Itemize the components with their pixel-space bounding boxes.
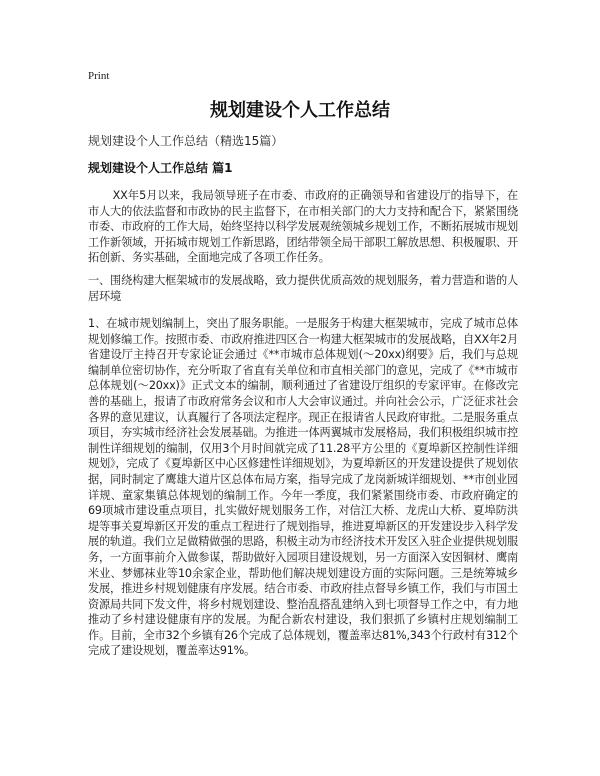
planning-compilation-paragraph: 1、在城市规划编制上，突出了服务职能。一是服务于构建大框架城市，完成了城市总体规划修编工作。按照市委、市政府推进四区合一构建大框架城市的发展战略，自XX年2月省建设厅主持召开专家论证会通过《**市城市总体规划(～20xx)纲要》后，我们与总规编制单位密切协作，充分听取了省直有关单位和市直相关部门的意见，完成了《**市城市总体规划(～20xx)》正式文本的编制，顺利通过了省建设厅组织的专家评审。在修改完善的基础上，报请了市政府常务会议和市人大会审议通过。并向社会公示，广泛征求社会各界的意见建议，认真履行了各项法定程序。现正在报请省人民政府审批。二是服务重点项目，夯实城市经济社会发展基础。为推进一体两翼城市发展格局，我们积极组织城市控制性详细规划的编制，仅用3个月时间就完成了11.28平方公里的《夏埠新区控制性详细规划》，完成了《夏埠新区中心区修建性详细规划》，为夏埠新区的开发建设提供了规划依据，同时制定了鹰雄大道片区总体布局方案，指导完成了龙岗新城详细规划、**市创业园详规、童家集镇总体规划的编制工作。今年一季度，我们紧紧围绕市委、市政府确定的69项城市建设重点项目，扎实做好规划服务工作，对信江大桥、龙虎山大桥、夏埠防洪堤等事关夏埠新区开发的重点工程进行了规划指导，推进夏埠新区的开发建设步入科学发展的轨道。我们立足做精做强的思路，积极主动为市经济技术开发区入驻企业提供规划服务，一方面事前介入做参谋，帮助做好入园项目建设规划，另一方面深入安因铜材、鹰南米业、梦娜袜业等10余家企业，帮助他们解决规划建设方面的实际问题。三是统筹城乡发展，推进乡村规划健康有序发展。结合市委、市政府挂点督导乡镇工作，我们与市国土资源局共同下发文件，将乡村规划建设、整治乱搭乱建纳入到七项督导工作之中，有力地推动了乡村建设健康有序的发展。为配合新农村建设，我们狠抓了乡镇村庄规划编制工作。目前，全市32个乡镇有26个完成了总体规划，覆盖率达81%,343个行政村有312个完成了建设规划，覆盖率达91%。 [88,317,518,658]
section-one-heading-paragraph: 一、围绕构建大框架城市的发展战略，致力提供优质高效的规划服务，着力营造和谐的人居环境 [88,274,518,303]
print-label[interactable]: Print [88,70,110,82]
document-title: 规划建设个人工作总结 [210,100,390,121]
intro-paragraph: XX年5月以来，我局领导班子在市委、市政府的正确领导和省建设厅的指导下，在市人大的依法监督和市政协的民主监督下，在市相关部门的大力支持和配合下，紧紧围绕市委、市政府的工作大局，始终坚持以科学发展观统领城乡规划工作，不断拓展城市规划工作新领域，开拓城市规划工作新思路，团结带领全局干部职工解放思想、积极履职、开拓创新、务实基础，全面地完成了各项工作任务。 [88,189,518,265]
section-heading: 规划建设个人工作总结 篇1 [88,161,233,175]
document-subtitle: 规划建设个人工作总结（精选15篇） [88,134,284,148]
